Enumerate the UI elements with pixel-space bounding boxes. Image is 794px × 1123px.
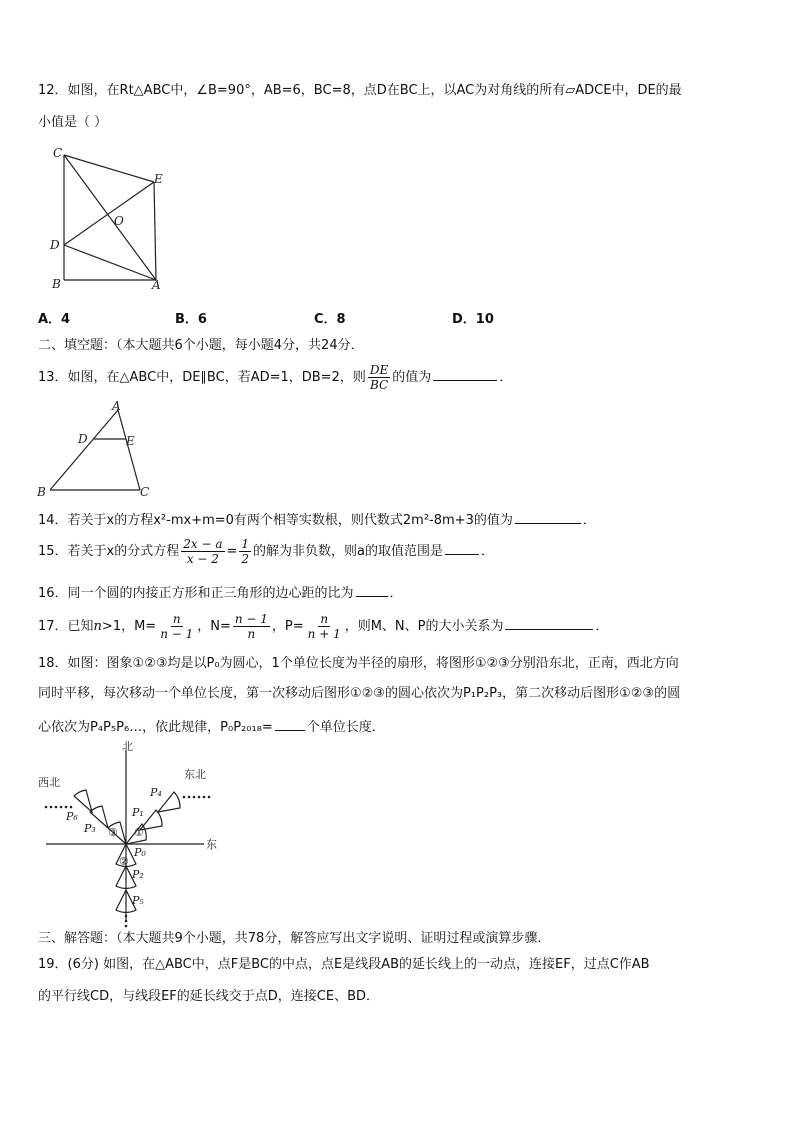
q18-line1: 18．如图：图象①②③均是以P₀为圆心，1个单位长度为半径的扇形，将图形①②③分别沿东北，正南，西北方向 — [38, 656, 679, 671]
q15-equals: = — [226, 544, 238, 559]
q18-line3-before: 心依次为P₄P₅P₆…，依此规律，P₀P₂₀₁₈= — [38, 720, 273, 735]
q18-label-p3: P₃ — [84, 822, 96, 835]
q14-text — [38, 509, 596, 530]
q19-line1: 19．(6分) 如图，在△ABC中，点F是BC的中点，点E是线段AB的延长线上的一动点，连接EF，过点C作AB — [38, 957, 650, 972]
q12-line2: 小值是（ ） — [38, 115, 108, 130]
q17-fraction-p — [306, 612, 343, 641]
q18-label-p0: P₀ — [134, 846, 146, 859]
q18-label-c3: ③ — [108, 826, 118, 839]
q15-frac2-den: 2 — [241, 552, 250, 566]
q18-label-p2: P₂ — [132, 868, 144, 881]
q17-answer-blank[interactable] — [505, 615, 593, 630]
q12-label-a: A — [152, 278, 161, 292]
q16-answer-blank[interactable] — [356, 582, 388, 597]
q18-label-northeast: 东北 — [184, 768, 206, 781]
q12-figure — [44, 145, 174, 295]
q17-after: ，则M、N、P的大小关系为 — [344, 619, 504, 634]
q19-line2: 的平行线CD，与线段EF的延长线交于点D，连接CE、BD． — [38, 989, 380, 1004]
q17-end: ． — [595, 619, 609, 634]
q12-option-a[interactable]: A．4 — [38, 312, 71, 327]
q13-label-a: A — [112, 399, 121, 413]
q17-p-num: n — [320, 612, 329, 626]
q12-option-c[interactable]: C．8 — [314, 312, 346, 327]
q18-label-c1: ① — [134, 826, 144, 839]
q17-m-den: n − 1 — [160, 627, 194, 641]
q12-label-o: O — [114, 214, 124, 228]
q18-label-p6: P₆ — [66, 810, 78, 823]
q16-text — [38, 582, 403, 603]
q13-frac-den: BC — [369, 378, 389, 392]
q15-fraction-1 — [181, 537, 224, 566]
q13-label-c: C — [140, 485, 150, 499]
q15-frac1-num: 2x − a — [183, 537, 223, 551]
q17-n-label: ，N= — [197, 619, 231, 634]
q13-figure — [30, 398, 160, 500]
q15-after: 的解为非负数，则a的取值范围是 — [253, 544, 444, 559]
q15-text — [38, 534, 494, 570]
q14-body: 14．若关于x的方程x²-mx+m=0有两个相等实数根，则代数式2m²-8m+3的值为 — [38, 513, 513, 528]
q15-answer-blank[interactable] — [445, 540, 479, 555]
q17-n-num: n − 1 — [234, 612, 268, 626]
q18-answer-blank[interactable] — [275, 716, 305, 731]
q17-gt: >1，M= — [101, 619, 157, 634]
q16-end: ． — [389, 586, 403, 601]
q17-m-num: n — [172, 612, 181, 626]
q12-label-e: E — [154, 172, 163, 186]
q14-answer-blank[interactable] — [515, 509, 581, 524]
q12-label-d: D — [50, 238, 60, 252]
q18-label-p1: P₁ — [132, 806, 144, 819]
q12-option-b[interactable]: B．6 — [175, 312, 207, 327]
q13-after: 的值为 — [392, 370, 432, 385]
q17-fraction-m — [158, 612, 195, 641]
q18-label-east: 东 — [206, 838, 217, 851]
q17-before: 17．已知 — [38, 619, 94, 634]
q13-label-e: E — [126, 434, 135, 448]
q17-p-den: n + 1 — [307, 627, 341, 641]
section3-heading: 三、解答题：（本大题共9个小题，共78分，解答应写出文字说明、证明过程或演算步骤． — [38, 931, 551, 946]
q15-frac1-den: x − 2 — [186, 552, 219, 566]
q13-end: ． — [499, 370, 513, 385]
q12-label-c: C — [53, 146, 63, 160]
q18-line2: 同时平移，每次移动一个单位长度，第一次移动后图形①②③的圆心依次为P₁P₂P₃，第二次移动后图形①②③的圆 — [38, 686, 681, 701]
q17-n-den: n — [247, 627, 256, 641]
q12-label-b: B — [52, 277, 61, 291]
q13-label-b: B — [37, 485, 46, 499]
q18-label-c2: ② — [119, 855, 129, 868]
q18-label-north: 北 — [122, 740, 133, 753]
q16-body: 16．同一个圆的内接正方形和正三角形的边心距的比为 — [38, 586, 354, 601]
q18-figure — [34, 740, 234, 928]
section2-heading: 二、填空题：（本大题共6个小题，每小题4分，共24分． — [38, 338, 364, 353]
q17-text — [38, 609, 609, 645]
q13-frac-num: DE — [369, 363, 389, 377]
q14-end: ． — [582, 513, 596, 528]
q18-label-northwest: 西北 — [38, 776, 60, 789]
q18-label-p4: P₄ — [150, 786, 162, 799]
q17-p-label: ，P= — [271, 619, 304, 634]
q17-fraction-n — [233, 612, 270, 641]
q18-line3-after: 个单位长度． — [306, 720, 385, 735]
q13-label-d: D — [78, 432, 88, 446]
q15-end: ． — [481, 544, 495, 559]
q18-label-p5: P₅ — [132, 894, 144, 907]
q13-answer-blank[interactable] — [433, 366, 497, 381]
q17-n: n — [93, 619, 102, 634]
q13-text — [38, 360, 512, 396]
q18-line3 — [38, 716, 385, 737]
q15-fraction-2 — [239, 537, 251, 566]
q13-fraction — [368, 363, 390, 392]
q12-line1: 12．如图，在Rt△ABC中，∠B=90°，AB=6，BC=8，点D在BC上，以AC为对角线的所有▱ADCE中，DE的最 — [38, 83, 682, 98]
q12-option-d[interactable]: D．10 — [452, 312, 494, 327]
q13-before: 13．如图，在△ABC中，DE∥BC，若AD=1，DB=2，则 — [38, 370, 366, 385]
q15-before: 15．若关于x的分式方程 — [38, 544, 180, 559]
q15-frac2-num: 1 — [241, 537, 250, 551]
